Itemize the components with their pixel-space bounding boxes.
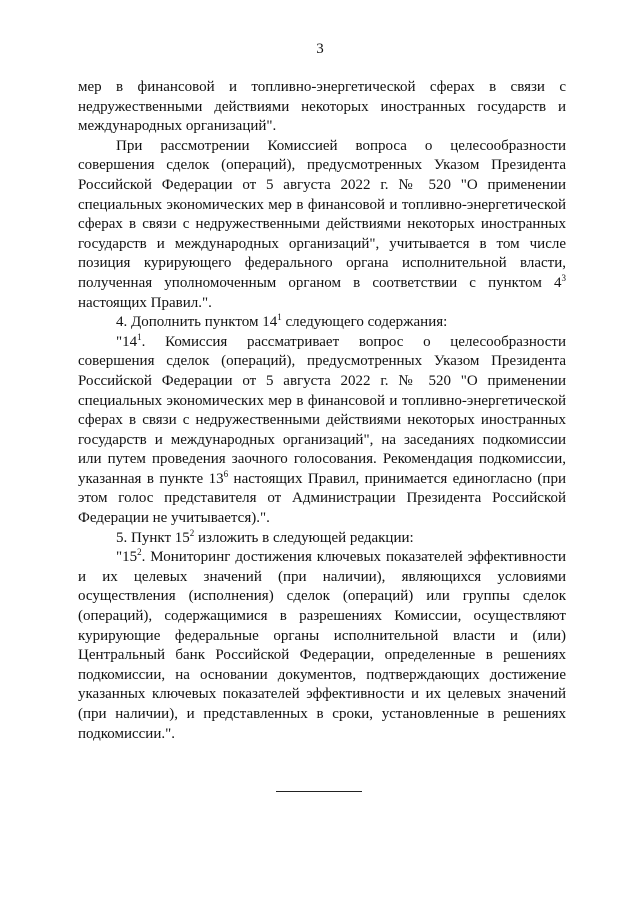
text-run: изложить в следующей редакции: [194,529,414,546]
text-run: "14 [116,333,138,350]
text-run: "15 [116,549,138,566]
document-body [78,78,566,744]
superscript-index: 2 [137,547,142,558]
body-paragraph [78,529,566,549]
end-of-text-rule [276,791,362,792]
text-run: 4. Дополнить пунктом 14 [116,314,278,331]
superscript-index: 3 [561,272,566,283]
body-paragraph [78,313,566,333]
text-run: мер в финансовой и топливно-энергетической сферах в связи с недружественными действиями некоторых иностранных государств и международных организаций". [78,79,566,135]
body-paragraph [78,548,566,744]
text-run: . Комиссия рассматривает вопрос о целесообразности совершения сделок (операций), предусмотренных Указом Президента Российской Федерации от 5 августа 2022 г. № 520 "О применении специальных экономических мер в финансовой и топливно-энергетической сферах в связи с недружественными действиями некоторых иностранных государств и международных организаций", на заседаниях подкомиссии или путем проведения заочного голосования. Рекомендация подкомиссии, указанная в пункте 13 [78,333,566,487]
page-number: 3 [316,41,324,57]
body-paragraph [78,333,566,529]
text-run: настоящих Правил, принимается единогласно (при этом голос представителя от Администрации Президента Российской Федерации не учитывается).". [78,470,566,527]
body-paragraph [78,137,566,313]
text-run: . Мониторинг достижения ключевых показателей эффективности и их целевых значений (при наличии), являющихся условиями осуществления (исполнения) сделок (операций) или группы сделок (операций), содержащимися в разрешениях Комиссии, осуществляют курирующие федеральные органы исполнительной власти и (или) Центральный банк Российской Федерации, определенные в решениях подкомиссии, на основании документов, подтверждающих достижение указанных ключевых показателей эффективности и их целевых значений (при наличии), и представленных в сроки, установленные в решениях подкомиссии.". [78,549,566,742]
superscript-index: 2 [189,527,195,538]
text-run: При рассмотрении Комиссией вопроса о целесообразности совершения сделок (операций), предусмотренных Указом Президента Российской Федерации от 5 августа 2022 г. № 520 "О применении специальных экономических мер в финансовой и топливно-энергетической сферах в связи с недружественными действиями некоторых иностранных государств и международных организаций", учитывается в том числе позиция курирующего федерального органа исполнительной власти, полученная уполномоченным органом в соответствии с пунктом 4 [78,137,566,291]
text-run: следующего содержания: [281,314,448,331]
superscript-index: 1 [137,331,142,342]
text-run: настоящих Правил.". [78,294,212,311]
superscript-index: 1 [277,312,282,323]
body-paragraph [78,78,566,137]
text-run: 5. Пункт 15 [116,529,190,546]
superscript-index: 6 [223,468,229,479]
